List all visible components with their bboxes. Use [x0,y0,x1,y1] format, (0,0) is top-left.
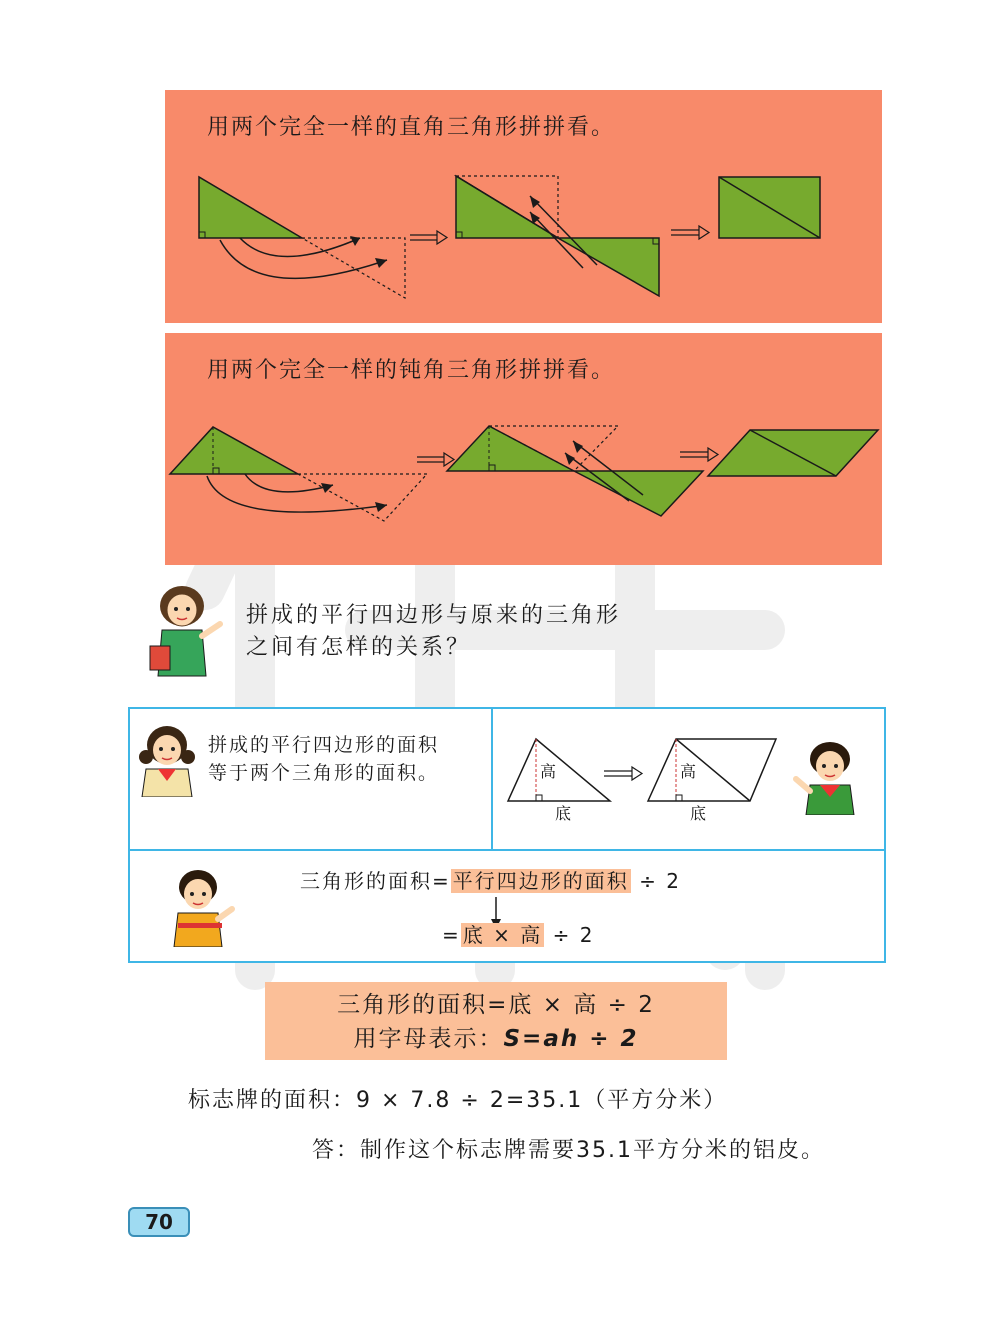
question-text [246,600,621,664]
right-triangle-shape [199,177,302,238]
dotted-triangle-outline [298,474,427,521]
right-triangle-shape [558,238,659,296]
rotate-arrow [207,476,387,512]
formula-line: 三角形的面积=底 × 高 ÷ 2 [337,992,655,1018]
panel-title: 用两个完全一样的钝角三角形拼拼看。 [207,358,616,383]
answer-line: 答：制作这个标志牌需要35.1平方分米的铝皮。 [312,1138,825,1163]
divide-term: ÷ 2 [639,869,681,893]
divider [491,709,493,849]
calculation-line: 标志牌的面积：9 × 7.8 ÷ 2=35.1（平方分米） [188,1088,728,1113]
formula-prefix: 用字母表示： [353,1026,504,1052]
obtuse-triangle-panel [165,333,882,565]
next-step-arrow [680,448,718,461]
next-step-arrow [417,453,454,466]
question-line: 之间有怎样的关系？ [246,635,472,660]
question-line: 拼成的平行四边形与原来的三角形 [246,603,622,628]
derivation-line-2 [442,921,594,949]
girl-illustration [134,723,200,797]
panel-title: 用两个完全一样的直角三角形拼拼看。 [207,115,616,140]
rotate-arrow [245,474,333,492]
boy-illustration [166,867,238,947]
height-label: 高 [540,762,557,781]
derivation-line-1 [300,867,681,895]
obtuse-triangle-shape [170,427,298,474]
rotate-arrow [240,238,360,257]
formula-line [265,1022,727,1056]
height-label: 高 [680,762,697,781]
divide-term: ÷ 2 [552,923,595,947]
obtuse-triangle-shape [574,471,703,516]
obtuse-triangle-diagram [165,333,882,565]
base-label: 底 [690,804,707,823]
formula-expression: S=ah ÷ 2 [503,1026,639,1052]
statement-line: 等于两个三角形的面积。 [208,762,440,784]
right-triangle-panel [165,90,882,323]
dotted-triangle-outline [302,238,405,298]
transform-arrow [604,767,642,780]
formula-box [265,982,727,1060]
derivation-left: 三角形的面积= [300,869,451,893]
relation-box [128,707,886,963]
parallelogram-area-term: 平行四边形的面积 [452,869,629,893]
page-number: 70 [128,1207,190,1237]
teacher-illustration [148,584,228,680]
obtuse-triangle-shape [447,426,574,471]
triangle-outline [508,739,610,801]
boy-illustration [792,739,864,815]
base-times-height-term: 底 × 高 [462,923,543,947]
next-step-arrow [410,231,447,244]
equals-sign: = [442,923,461,947]
base-label: 底 [555,804,572,823]
girl-statement [208,731,439,787]
right-triangle-diagram [165,90,882,323]
divider [130,849,884,851]
statement-line: 拼成的平行四边形的面积 [208,734,440,756]
next-step-arrow [671,226,709,239]
